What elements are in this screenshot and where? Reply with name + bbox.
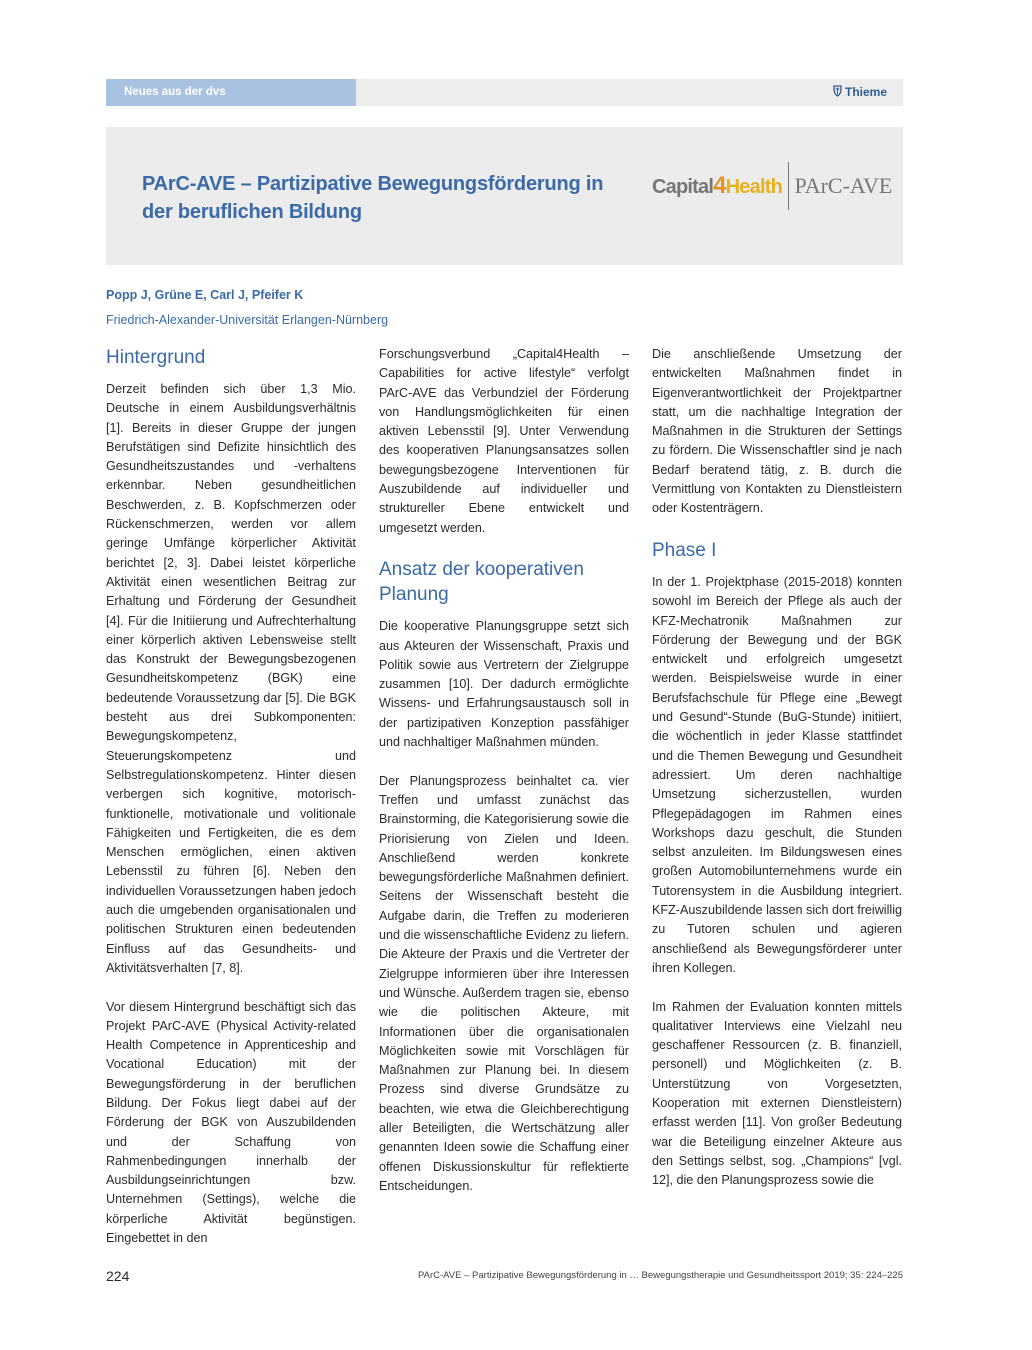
paragraph: In der 1. Projektphase (2015-2018) konnten sowohl im Bereich der Pflege als auch der KFZ-Mechatronik Maßnahmen zur Förderung der Bewegung und der BGK entwickelt und erfolgreich umgesetzt werden. Beispielsweise wurde in einer Berufsfachschule für Pflege eine „Bewegt und Gesund“-Stunde (BuG-Stunde) initiiert, die wöchentlich in jeder Klasse stattfindet und die Themen Bewegung und Gesundheit adressiert. Um deren nachhaltige Umsetzung sicherzustellen, wurden Pflegepädagogen im Rahmen eines Workshops dazu geschult, die Stunden selbst anzuleiten. Im Bildungswesen eines großen Automobilunternehmens wurde ein Tutorensystem in die Ausbildung integriert. KFZ-Auszubildende lassen sich dort freiwillig zu Tutoren schulen und agieren anschließend als Bewegungsförderer unter ihren Kollegen. — [652, 574, 902, 975]
header-bar — [106, 79, 903, 106]
project-logo — [652, 161, 892, 211]
authors: Popp J, Grüne E, Carl J, Pfeifer K — [106, 288, 304, 302]
logo-health: Health — [725, 176, 782, 198]
paragraph: Die anschließende Umsetzung der entwickelten Maßnahmen findet in Eigenverantwortlichkeit der Projektpartner statt, um die nachhaltige Integration der Maßnahmen in die Strukturen der Settings zu fördern. Die Wissenschaftler sind je nach Bedarf beratend tätig, z. B. durch die Vermittlung von Kontakten zu Dienstleistern oder Kostenträgern. — [652, 347, 902, 516]
footer-citation: PArC-AVE – Partizipative Bewegungsförderung in … Bewegungstherapie und Gesundheitssport 2019; 35: 224–225 — [418, 1270, 903, 1281]
thieme-logo-icon — [833, 85, 842, 97]
column-3 — [652, 345, 902, 1210]
logo-capital: Capital — [652, 176, 714, 198]
logo-four: 4 — [713, 172, 726, 199]
capital4health-logo — [652, 172, 782, 200]
title-box — [106, 127, 903, 265]
paragraph: Derzeit befinden sich über 1,3 Mio. Deutsche in einem Ausbildungsverhältnis [1]. Bereits in dieser Gruppe der jungen Berufstätigen sind Defizite hinsichtlich des Gesundheitszustandes und -verhaltens erkennbar. Neben gesundheitlichen Beschwerden, z. B. Kopfschmerzen oder Rückenschmerzen, werden vor allem geringe Umfänge körperlicher Aktivität berichtet [2, 3]. Dabei leistet körperliche Aktivität einen wesentlichen Beitrag zur Erhaltung und Förderung der Gesundheit [4]. Für die Initiierung und Aufrechterhaltung einer körperlich aktiven Lebensweise stellt das Konstrukt der Bewegungsbezogenen Gesundheitskompetenz (BGK) eine bedeutende Voraussetzung dar [5]. Die BGK besteht aus drei Subkomponenten: Bewegungskompetenz, Steuerungskompetenz und Selbstregulationskompetenz. Hinter diesen verbergen sich kognitive, motorisch-funktionelle, motivationale und volitionale Fähigkeiten und Fertigkeiten, die es dem Menschen ermöglichen, einen aktiven Lebensstil zu führen [6]. Neben den individuellen Voraussetzungen haben jedoch auch die umgebenden organisationalen und politischen Strukturen einen bedeutenden Einfluss auf das Gesundheits- und Aktivitätsverhalten [7, 8]. — [106, 382, 356, 975]
article-title: PArC-AVE – Partizipative Bewegungsförderung in der beruflichen Bildung — [142, 173, 604, 223]
heading-hintergrund: Hintergrund — [106, 347, 206, 368]
logo-divider — [788, 162, 790, 210]
paragraph: Vor diesem Hintergrund beschäftigt sich das Projekt PArC-AVE (Physical Activity-related Health Competence in Apprenticeship and Vocational Education) mit der Bewegungsförderung in der beruflichen Bildung. Der Fokus liegt dabei auf der Förderung der BGK von Auszubildenden und der Schaffung von Rahmenbedingungen innerhalb der Ausbildungseinrichtungen bzw. Unternehmen (Settings), welche die körperliche Aktivität begünstigen. Eingebettet in den — [106, 999, 356, 1246]
paragraph: Der Planungsprozess beinhaltet ca. vier Treffen und umfasst zunächst das Brainstorming, die Kategorisierung sowie die Priorisierung von Zielen und Ideen. Anschließend werden konkrete bewegungsförderliche Maßnahmen definiert. Seitens der Wissenschaft besteht die Aufgabe darin, die Treffen zu moderieren und die wissenschaftliche Evidenz zu liefern. Die Akteure der Praxis und die Vertreter der Zielgruppe informieren über ihre Interessen und Wünsche. Außerdem tragen sie, ebenso wie die politischen Akteure, mit Informationen über die organisationalen Möglichkeiten sowie mit Vorschlägen für Maßnahmen zur Planung bei. In diesem Prozess sind diverse Grundsätze zu beachten, wie etwa die Gleichberechtigung aller Beteiligten, die Wertschätzung aller genannten Ideen sowie die Schaffung einer offenen Diskussionskultur für reflektierte Entscheidungen. — [379, 773, 629, 1193]
logo-parc-ave: PArC-AVE — [794, 173, 893, 198]
paragraph: Forschungsverbund „Capital4Health – Capabilities for active lifestyle“ verfolgt PArC-AVE das Verbundziel der Förderung von Handlungsmöglichkeiten für einen aktiven Lebensstil [9]. Unter Verwendung des kooperativen Planungsansatzes sollen bewegungsbezogene Interventionen für Auszubildende auf individueller und struktureller Ebene entwickelt und umgesetzt werden. — [379, 347, 629, 535]
paragraph: Die kooperative Planungsgruppe setzt sich aus Akteuren der Wissenschaft, Praxis und Politik sowie aus Vertretern der Zielgruppe zusammen [10]. Der dadurch ermöglichte Wissens- und Erfahrungsaustausch soll in der partizipativen Konzeption passfähiger und nachhaltiger Maßnahmen münden. — [379, 619, 629, 750]
publisher-brand — [833, 79, 887, 106]
heading-phase-1: Phase I — [652, 539, 717, 561]
column-1 — [106, 345, 356, 1268]
section-label: Neues aus der dvs — [106, 79, 356, 106]
heading-ansatz: Ansatz der kooperativen Planung — [379, 559, 584, 606]
brand-name: Thieme — [844, 85, 887, 99]
affiliation: Friedrich-Alexander-Universität Erlangen-Nürnberg — [106, 313, 389, 327]
paragraph: Im Rahmen der Evaluation konnten mittels qualitativer Interviews eine Vielzahl neu geschaffener Ressourcen (z. B. finanziell, personell) und Möglichkeiten (z. B. Unterstützung von Vorgesetzten, Kooperation mit externen Dienstleistern) erfasst werden [11]. Von großer Bedeutung war die Beteiligung einzelner Akteure aus den Settings selbst, sog. „Champions“ [vgl. 12], die den Planungsprozess sowie die — [652, 999, 902, 1188]
column-2 — [379, 345, 629, 1215]
page-number: 224 — [106, 1268, 130, 1284]
